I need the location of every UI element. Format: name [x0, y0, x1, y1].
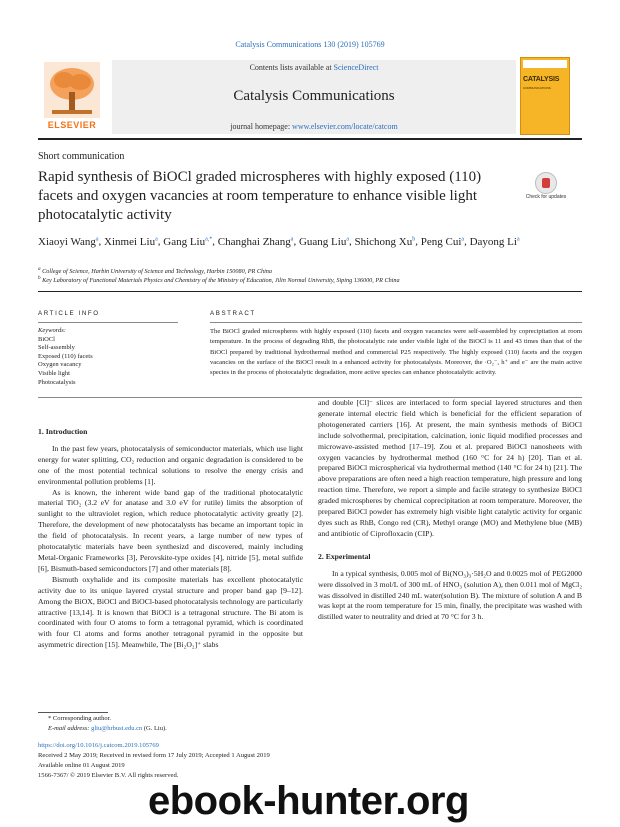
- intro-paragraph-1: In the past few years, photocatalysis of semiconductor materials, which use light energy for water splitting, CO₂ reduction and organic degradation is considered to be one of the most potential technical solutions to resolve the energy crisis and environmental pollution problems [1].: [38, 443, 303, 486]
- crossmark-badge[interactable]: [523, 172, 569, 208]
- body-column-left: [38, 427, 303, 651]
- intro-paragraph-2: As is known, the inherent wide band gap of the traditional photocatalytic material TiO₂ (3.2 eV for anatase and 3.0 eV for rutile) limits the absorption of sunlight to the ultraviolet region, which reduce photocatalytic activity greatly [2]. Therefore, the development of new photocatalysts has became an important topic in the field of photocatalysis. In recent years, a large number of new types of photocatalytic materials have been synthesizd and discovered, mainly including Metal-Organic Frameworks [3], Perovskite-type oxides [4], nitride [5], metal sulfide [6], Bismuth-based semiconductors [7] and other materials [8].: [38, 487, 303, 573]
- keyword: Oxygen vacancy: [38, 361, 82, 369]
- article-info-heading: ARTICLE INFO: [38, 310, 100, 317]
- intro-heading: 1. Introduction: [38, 427, 88, 436]
- corresponding-author-footnote: [38, 714, 338, 734]
- article-metadata: [38, 741, 438, 781]
- author[interactable]: Xinmei Liu$^a$: [104, 235, 158, 248]
- journal-masthead: [112, 60, 516, 134]
- journal-reference[interactable]: Catalysis Communications 130 (2019) 105769: [235, 40, 385, 49]
- contents-line: [112, 63, 516, 72]
- author[interactable]: Shichong Xu$^b$: [354, 235, 416, 248]
- elsevier-tree-icon: [44, 62, 100, 118]
- doi-link[interactable]: https://doi.org/10.1016/j.catcom.2019.105769: [38, 742, 159, 749]
- crossmark-label: Check for updates: [525, 194, 567, 200]
- keyword: Photocatalysis: [38, 378, 76, 386]
- intro-paragraph-continued: and double [Cl]⁻ slices are interlaced to form special layered structures and then generate internal electric field which is beneficial for the efficient separation of photogenerated carriers [16]. At present, the main synthesis methods of BiOCl include solvothermal, precipitation, calcination, ionic liquid modified processes and microwave-assisted method [17–19]. Zou et al. prepared BiOCl nanosheets with oxygen vacancies by hydrothermal method (160 °C for 24 h) [20]. Tian et al. prepared BiOCl microspherical via hydrothermal method (140 °C for 24 h) [21]. The above preparations are often need a high reaction temperature, high pressure and long reaction time. Therefore, we report a simple and facile strategy to synthesize BiOCl graded microspheres by chemical coprecipitation at room temperature. Moreover, the prepared BiOCl powder has extremely high visible light catalytic activity for organic dyes such as RhB, Congo red (CR), Methyl orange (MO) and Methylene blue (MB) and antibiotic of Ciprofloxacin (CIP).: [318, 398, 582, 538]
- affiliation-a: $^a$ College of Science, Harbin University of Science and Technology, Harbin 150080, PR China: [38, 266, 272, 276]
- email-suffix: (G. Liu).: [142, 725, 167, 732]
- crossmark-icon: [535, 172, 557, 194]
- article-title: Rapid synthesis of BiOCl graded microspheres with highly exposed (110) facets and oxygen vacancies at room temperature to enhance visible light photocatalytic activity: [38, 169, 482, 223]
- elsevier-logo: [38, 60, 106, 134]
- keyword: Visible light: [38, 369, 70, 377]
- email-label: E-mail address:: [48, 725, 92, 732]
- keyword: Exposed (110) facets: [38, 352, 93, 360]
- abstract-text: The BiOCl graded microspheres with highly exposed (110) facets and oxygen vacancies were self-assembled by coprecipitation at room temperature. In the process of degrading RhB, the photocatalytic rate under visible light of the BiOCl is 11 and 43 times than that of the BiOCl prepared by traditional hydrothermal method and commercial P25 respectively. The highly exposed (110) facets and the oxygen vacancies on the surface of the BiOCl result in a enhanced activity for photocatalysis. Moreover, the ·O₂⁻, h⁺ and e⁻ are the main active species in the process of photocatalytic degradation, more active species can enhance photocatalytic activity.: [210, 328, 582, 377]
- homepage-link[interactable]: www.elsevier.com/locate/catcom: [292, 122, 398, 131]
- article-type: Short communication: [38, 151, 125, 162]
- keyword: BiOCl: [38, 335, 55, 343]
- elsevier-wordmark: ELSEVIER: [47, 120, 97, 130]
- cover-top-bar: [523, 60, 567, 68]
- contents-prefix: Contents lists available at: [249, 63, 334, 72]
- author[interactable]: Xiaoyi Wang$^a$: [38, 235, 99, 248]
- journal-title: Catalysis Communications: [233, 88, 395, 104]
- affiliation-rule: [38, 291, 582, 292]
- author[interactable]: Gang Liu$^{a,*}$: [163, 235, 213, 248]
- sciencedirect-link[interactable]: ScienceDirect: [333, 63, 379, 72]
- keywords-list: [38, 327, 178, 387]
- author[interactable]: Peng Cui$^a$: [420, 235, 465, 248]
- article-info-rule: [38, 322, 178, 323]
- online-date: Available online 01 August 2019: [38, 762, 125, 769]
- experimental-heading: 2. Experimental: [318, 551, 371, 561]
- abstract-heading: ABSTRACT: [210, 310, 256, 317]
- intro-paragraph-3: Bismuth oxyhalide and its composite materials has excellent photocatalytic activity due to its unique layered crystal structure and proper band gap [9–12]. Among the BiOX, BiOCl and BiOCl-based photocatalysis technology are particularly attractive [13,14]. It is known that BiOCl is a tetragonal structure. The Bi atom is coordinated with four O atoms to form a tetragonal pyramid, which is coordinated with four Cl atoms and forms another tetragonal pyramid in the opposite but asymmetric direction [15]. Meanwhile, The [Bi₂O₂]⁺ slabs: [38, 574, 303, 650]
- received-dates: Received 2 May 2019; Received in revised form 17 July 2019; Accepted 1 August 2019: [38, 752, 270, 759]
- cover-title: CATALYSIS: [523, 76, 560, 83]
- body-column-right: [318, 398, 582, 623]
- corresponding-author-label: * Corresponding author.: [48, 715, 112, 722]
- header-rule: [38, 138, 582, 140]
- journal-cover: [520, 57, 570, 135]
- author-list: Xiaoyi Wang$^a$, Xinmei Liu$^a$, Gang Liu$^{a,*}$, Changhai Zhang$^a$, Guang Liu$^a$, Shichong Xu$^b$, Peng Cui$^a$, Dayong Li$^a$: [38, 235, 520, 248]
- footnote-rule: [38, 712, 108, 713]
- homepage-prefix: journal homepage:: [230, 122, 293, 131]
- author[interactable]: Changhai Zhang$^a$: [217, 235, 294, 248]
- watermark: ebook-hunter.org: [148, 779, 469, 823]
- affiliation-b: $^b$ Key Laboratory of Functional Materials Physics and Chemistry of the Ministry of Education, Jilin Normal University, Siping 136000, PR China: [38, 275, 400, 285]
- abstract-rule: [210, 322, 582, 323]
- issn-copyright: 1566-7367/ © 2019 Elsevier B.V. All rights reserved.: [38, 772, 179, 779]
- author[interactable]: Dayong Li$^a$: [469, 235, 520, 248]
- homepage-line: [112, 122, 516, 131]
- keyword: Self-assembly: [38, 344, 75, 352]
- keywords-label: Keywords:: [38, 327, 66, 334]
- cover-subtitle: COMMUNICATIONS: [523, 86, 551, 90]
- author[interactable]: Guang Liu$^a$: [298, 235, 349, 248]
- experimental-paragraph-1: In a typical synthesis, 0.005 mol of Bi(NO₃)₃·5H₂O and 0.0025 mol of PEG2000 were dissolved in 3 mol/L of 300 mL of HNO₃ (solution A), then 0.011 mol of MgCl₂ was dissolved in distilled 240 mL water(solution B). The mixture of solution A and B was kept at the room temperature for 15 min, finally, the precipitate was washed with distilled water to neutrality and dried at 70 °C for 3 h.: [318, 568, 582, 622]
- email-link[interactable]: gliu@hrbust.edu.cn: [91, 725, 143, 732]
